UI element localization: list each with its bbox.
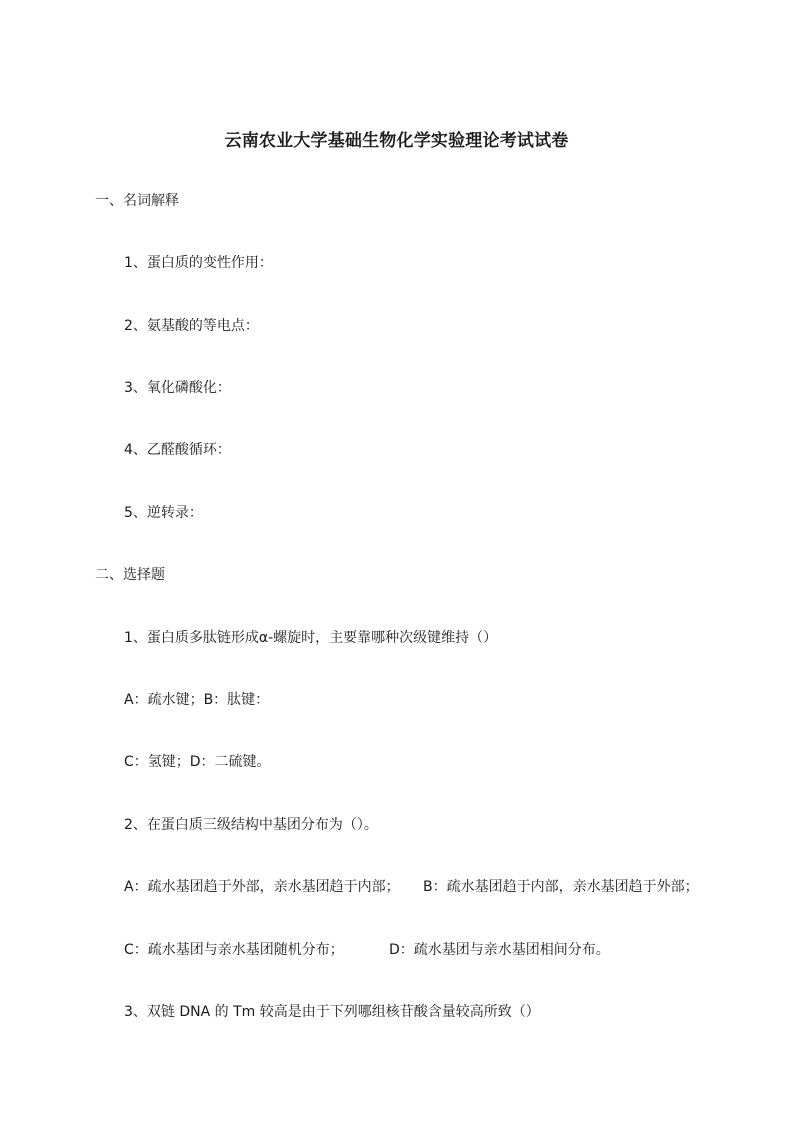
definition-item-4: 4、乙醛酸循环： [124, 442, 231, 458]
question-2-option-b: B：疏水基团趋于内部，亲水基团趋于外部； [423, 879, 699, 895]
definition-item-2: 2、氨基酸的等电点： [124, 318, 259, 334]
definition-item-1: 1、蛋白质的变性作用： [124, 255, 273, 271]
question-2: 2、在蛋白质三级结构中基团分布为（）。 [124, 817, 378, 833]
definition-item-3: 3、氧化磷酸化： [124, 380, 231, 396]
question-2-option-a: A：疏水基团趋于外部，亲水基团趋于内部； [124, 879, 400, 895]
question-2-option-d: D：疏水基团与亲水基团相间分布。 [389, 942, 610, 958]
page-title: 云南农业大学基础生物化学实验理论考试试卷 [224, 131, 569, 151]
question-1: 1、蛋白质多肽链形成α-螺旋时，主要靠哪种次级键维持（） [124, 630, 498, 646]
question-1-options-cd: C：氢键；D：二硫键。 [124, 754, 271, 770]
question-1-options-ab: A：疏水键；B：肽键： [124, 692, 270, 708]
definition-item-5: 5、逆转录： [124, 505, 203, 521]
question-3: 3、双链 DNA 的 Tm 较高是由于下列哪组核苷酸含量较高所致（） [124, 1004, 540, 1020]
section-heading-definitions: 一、名词解释 [95, 193, 179, 209]
question-2-option-c: C：疏水基团与亲水基团随机分布； [124, 942, 344, 958]
section-heading-choice: 二、选择题 [95, 567, 165, 583]
